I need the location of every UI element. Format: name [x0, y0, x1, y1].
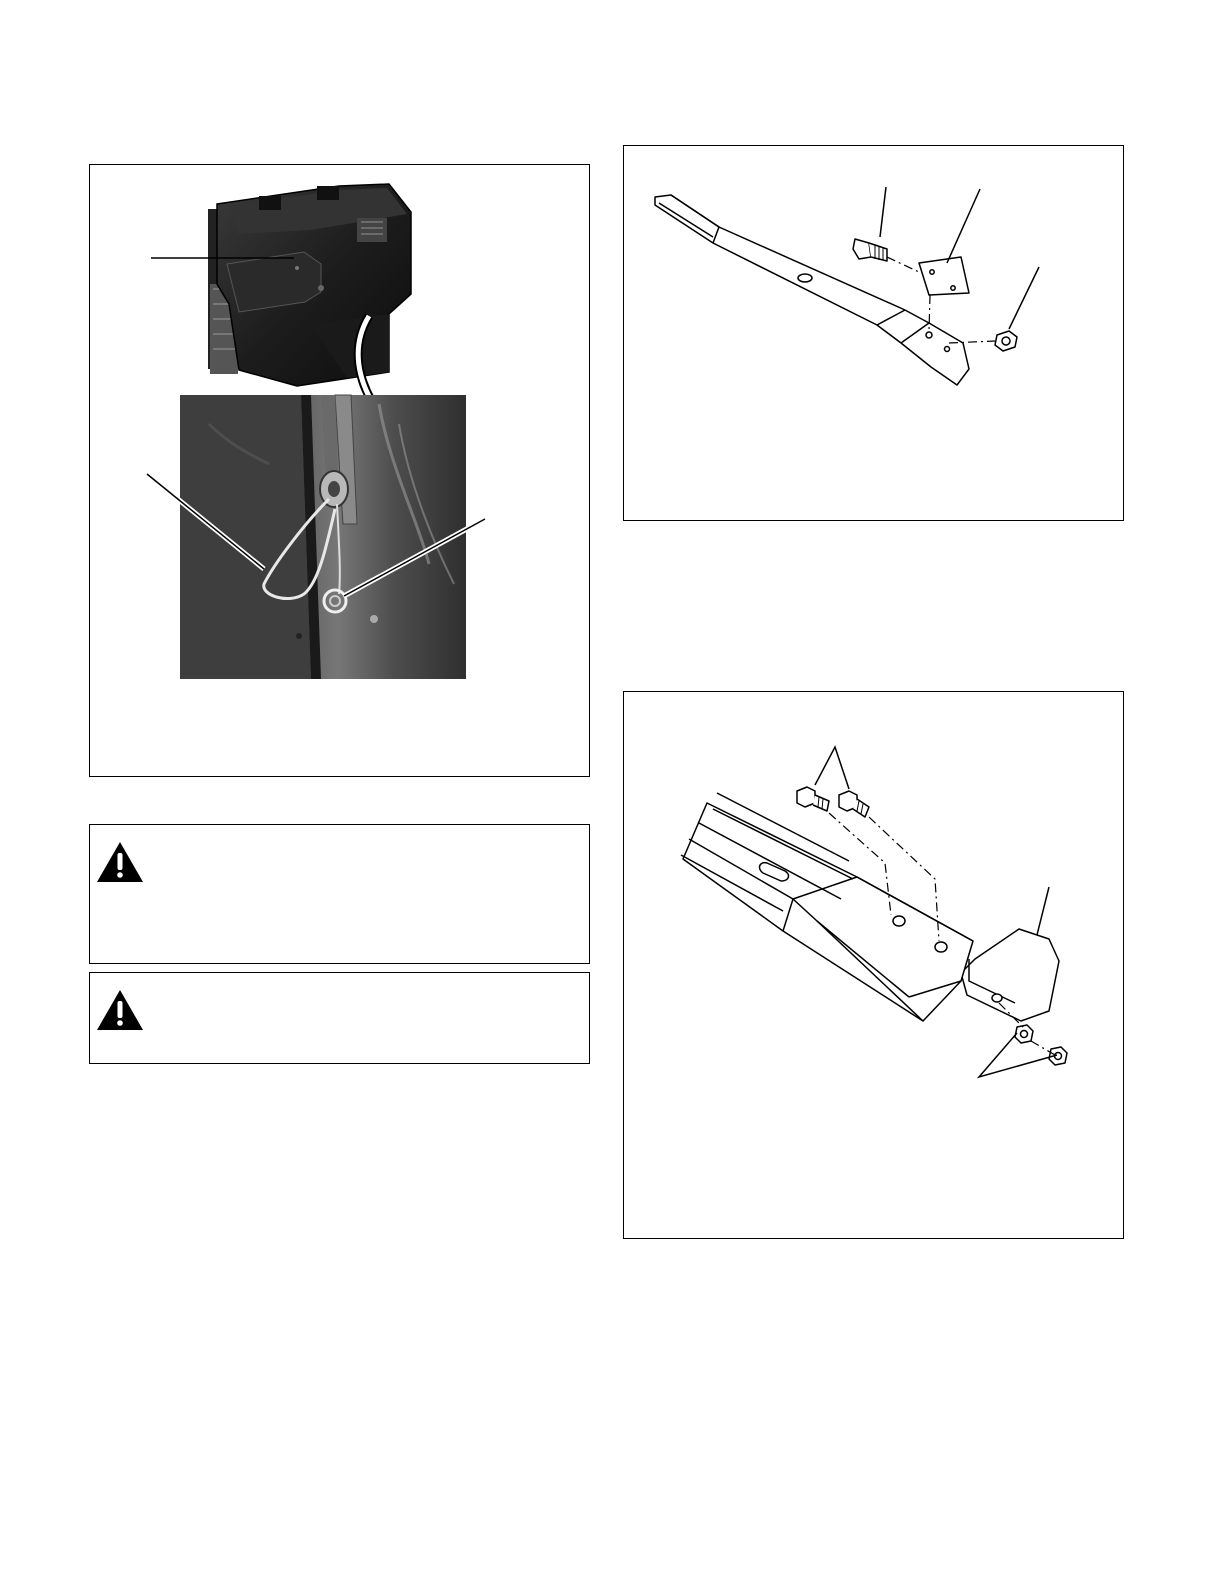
warning-triangle-icon	[96, 989, 144, 1031]
callout-leader-plate	[947, 189, 980, 263]
callout-leader-fin	[1037, 887, 1049, 935]
callout-leader-nut	[1009, 267, 1039, 329]
warning-box-1	[89, 824, 590, 964]
warning-box-2	[89, 972, 590, 1064]
callout-leader-bolts	[815, 747, 849, 789]
bagger-bin-image	[208, 184, 411, 386]
bagger-photo-illustration	[89, 164, 590, 777]
blade-plate-line-drawing	[623, 145, 1124, 521]
warning-triangle-icon	[96, 841, 144, 883]
callout-leader-bolt	[880, 187, 886, 237]
blade-fin-line-drawing	[623, 691, 1124, 1239]
